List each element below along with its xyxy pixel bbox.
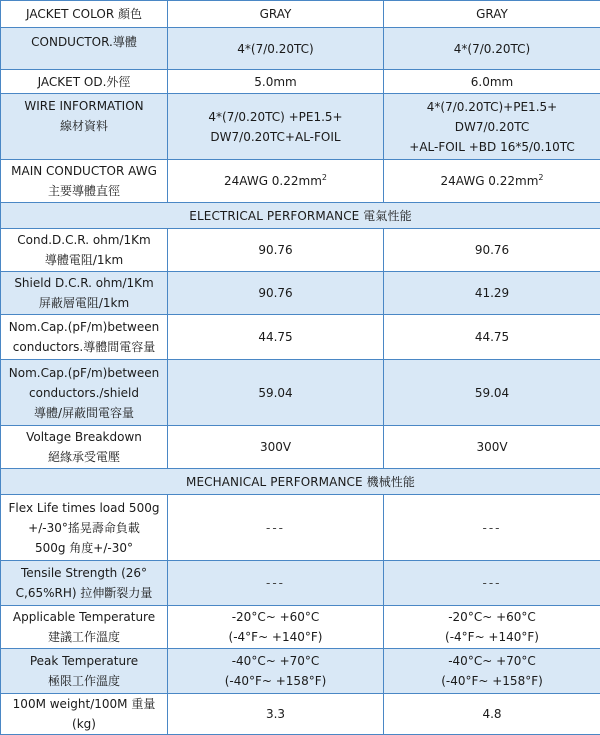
value-cell [384, 360, 600, 426]
row-label [1, 426, 168, 469]
label-line: Shield D.C.R. ohm/1Km [4, 273, 164, 293]
label-line: Nom.Cap.(pF/m)between [4, 317, 164, 337]
label-line: 絕緣承受電壓 [4, 447, 164, 467]
section-header-mechanical [1, 469, 600, 495]
value-line: 90.76 [475, 243, 509, 257]
label-line: 導體電阻/1km [4, 250, 164, 270]
value-cell [384, 160, 600, 203]
value-line: (-40°F~ +158°F) [387, 671, 597, 691]
label-line: conductors.導體間電容量 [4, 337, 164, 357]
label-line: Applicable Temperature [4, 607, 164, 627]
label-line: C,65%RH) 拉伸斷裂力量 [4, 583, 164, 603]
row-label [1, 315, 168, 360]
superscript: 2 [538, 173, 543, 182]
value-line: 3.3 [266, 707, 285, 721]
value-cell [168, 694, 384, 735]
label-line: Tensile Strength (26° [4, 563, 164, 583]
label-line: 極限工作溫度 [4, 671, 164, 691]
value-cell [384, 606, 600, 649]
spec-row-wire-information [1, 94, 600, 160]
value-line: GRAY [476, 7, 508, 21]
value-line: 300V [260, 440, 291, 454]
row-label [1, 272, 168, 315]
label-line: 建議工作溫度 [4, 627, 164, 647]
spec-row-cap-conductors-shield [1, 360, 600, 426]
value-line: 59.04 [258, 386, 292, 400]
value-cell [384, 70, 600, 94]
value-line: --- [266, 576, 285, 590]
label-line: 主要導體直徑 [4, 181, 164, 201]
spec-row-applicable-temperature [1, 606, 600, 649]
value-cell [168, 649, 384, 694]
label-line: Nom.Cap.(pF/m)between [4, 363, 164, 383]
value-line: (-4°F~ +140°F) [387, 627, 597, 647]
value-cell [168, 315, 384, 360]
value-cell [168, 1, 384, 28]
value-line: 4*(7/0.20TC)+PE1.5+ [387, 97, 597, 117]
row-label [1, 1, 168, 28]
label-line: Cond.D.C.R. ohm/1Km [4, 230, 164, 250]
value-cell [168, 606, 384, 649]
label-line: MAIN CONDUCTOR AWG [4, 161, 164, 181]
row-label [1, 160, 168, 203]
value-cell [384, 94, 600, 160]
value-cell [168, 229, 384, 272]
value-cell [384, 495, 600, 561]
label-line: CONDUCTOR.導體 [31, 35, 137, 49]
spec-row-main-conductor-awg [1, 160, 600, 203]
value-line: --- [483, 576, 502, 590]
value-cell [384, 28, 600, 70]
spec-row-voltage-breakdown [1, 426, 600, 469]
value-cell [384, 649, 600, 694]
value-line: 5.0mm [254, 75, 296, 89]
section-title: ELECTRICAL PERFORMANCE 電氣性能 [1, 203, 600, 229]
spec-row-shield-dcr [1, 272, 600, 315]
row-label [1, 229, 168, 272]
value-line: 24AWG 0.22mm [224, 174, 322, 188]
value-line: 90.76 [258, 286, 292, 300]
spec-row-jacket-color [1, 1, 600, 28]
row-label [1, 28, 168, 70]
row-label [1, 70, 168, 94]
row-label [1, 94, 168, 160]
label-line: WIRE INFORMATION [4, 96, 164, 116]
value-line: --- [483, 521, 502, 535]
label-line: 導體/屏蔽間電容量 [4, 403, 164, 423]
label-line: JACKET OD.外徑 [38, 75, 131, 89]
value-line: 4*(7/0.20TC) [237, 42, 313, 56]
value-line: 4.8 [482, 707, 501, 721]
value-line: 4*(7/0.20TC) +PE1.5+ [171, 107, 380, 127]
section-title: MECHANICAL PERFORMANCE 機械性能 [1, 469, 600, 495]
value-cell [168, 495, 384, 561]
value-line: DW7/0.20TC [387, 117, 597, 137]
value-line: 6.0mm [471, 75, 513, 89]
label-line: conductors./shield [4, 383, 164, 403]
row-label [1, 694, 168, 735]
label-line: 線材資料 [4, 116, 164, 136]
spec-row-jacket-od [1, 70, 600, 94]
value-cell [168, 426, 384, 469]
value-cell [384, 229, 600, 272]
value-line: 24AWG 0.22mm [441, 174, 539, 188]
value-line: GRAY [260, 7, 292, 21]
value-cell [384, 694, 600, 735]
row-label [1, 561, 168, 606]
label-line: +/-30°搖晃壽命負載 [4, 518, 164, 538]
value-line: -40°C~ +70°C [387, 651, 597, 671]
value-line: DW7/0.20TC+AL-FOIL [171, 127, 380, 147]
value-line: -40°C~ +70°C [171, 651, 380, 671]
spec-row-cap-between-conductors [1, 315, 600, 360]
value-line: 44.75 [475, 330, 509, 344]
value-cell [168, 360, 384, 426]
label-line: 100M weight/100M 重量(kg) [13, 697, 156, 731]
value-line: 300V [476, 440, 507, 454]
spec-row-flex-life [1, 495, 600, 561]
value-line: 59.04 [475, 386, 509, 400]
value-line: (-4°F~ +140°F) [171, 627, 380, 647]
value-cell [168, 94, 384, 160]
spec-row-cond-dcr [1, 229, 600, 272]
row-label [1, 360, 168, 426]
value-line: 90.76 [258, 243, 292, 257]
row-label [1, 649, 168, 694]
value-cell [384, 426, 600, 469]
value-cell [168, 70, 384, 94]
spec-row-weight [1, 694, 600, 735]
value-cell [168, 160, 384, 203]
value-line: -20°C~ +60°C [171, 607, 380, 627]
spec-row-conductor [1, 28, 600, 70]
spec-row-peak-temperature [1, 649, 600, 694]
value-line: 41.29 [475, 286, 509, 300]
label-line: 屏蔽層電阻/1km [4, 293, 164, 313]
value-cell [384, 272, 600, 315]
row-label [1, 495, 168, 561]
spec-row-tensile-strength [1, 561, 600, 606]
value-cell [168, 272, 384, 315]
label-line: Peak Temperature [4, 651, 164, 671]
value-cell [384, 1, 600, 28]
value-line: 4*(7/0.20TC) [454, 42, 530, 56]
label-line: Voltage Breakdown [4, 427, 164, 447]
value-cell [168, 561, 384, 606]
value-line: +AL-FOIL +BD 16*5/0.10TC [387, 137, 597, 157]
value-cell [168, 28, 384, 70]
value-cell [384, 315, 600, 360]
label-line: Flex Life times load 500g [4, 498, 164, 518]
superscript: 2 [322, 173, 327, 182]
label-line: JACKET COLOR 顏色 [26, 7, 142, 21]
value-line: 44.75 [258, 330, 292, 344]
row-label [1, 606, 168, 649]
label-line: 500g 角度+/-30° [4, 538, 164, 558]
value-line: -20°C~ +60°C [387, 607, 597, 627]
section-header-electrical [1, 203, 600, 229]
value-cell [384, 561, 600, 606]
value-line: (-40°F~ +158°F) [171, 671, 380, 691]
value-line: --- [266, 521, 285, 535]
